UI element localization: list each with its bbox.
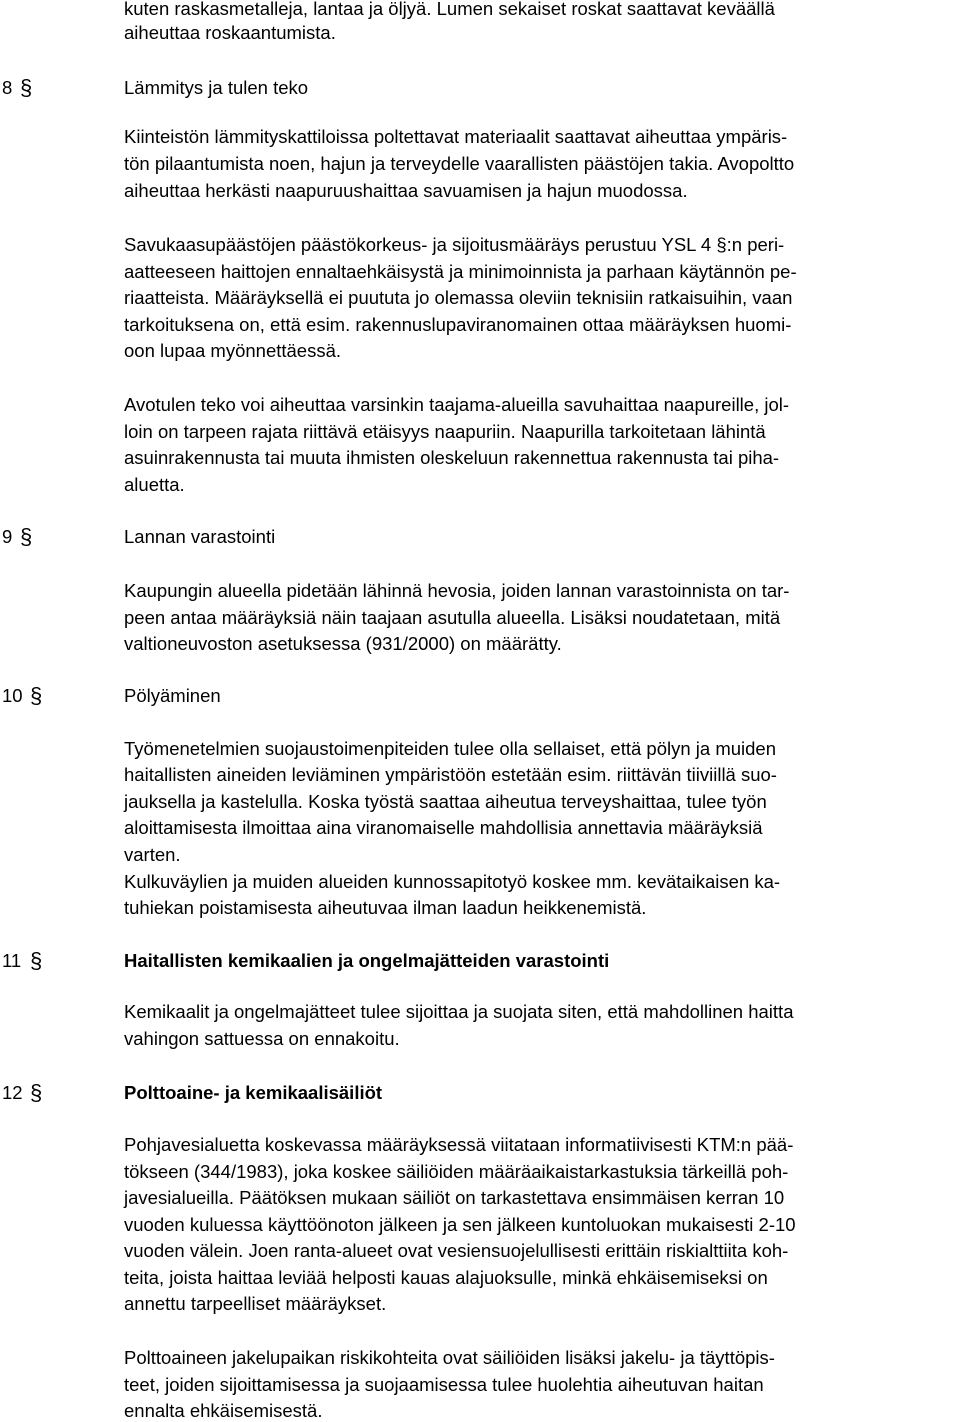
- section-number: 9: [2, 526, 13, 547]
- paragraph-line: haitallisten aineiden leviäminen ympäristöön estetään esim. riittävän tiiviillä suo-: [124, 764, 777, 785]
- paragraph-line: aloittamisesta ilmoittaa aina viranomaiselle mahdollisia annettavia määräyksiä: [124, 817, 763, 838]
- paragraph-line: Savukaasupäästöjen päästökorkeus- ja sijoitusmääräys perustuu YSL 4 §:n peri-: [124, 234, 785, 255]
- paragraph-line: annettu tarpeelliset määräykset.: [124, 1293, 387, 1314]
- section-symbol: §: [20, 75, 33, 100]
- paragraph-line: tön pilaantumista noen, hajun ja terveydelle vaarallisten päästöjen takia. Avopoltto: [124, 153, 795, 174]
- paragraph-line: Kemikaalit ja ongelmajätteet tulee sijoittaa ja suojata siten, että mahdollinen haitta: [124, 1001, 794, 1022]
- paragraph-line: vuoden välein. Joen ranta-alueet ovat vesiensuojelullisesti erittäin riskialttiita koh-: [124, 1240, 789, 1261]
- paragraph-line: tökseen (344/1983), joka koskee säiliöiden määräaikaistarkastuksia tärkeillä poh-: [124, 1161, 789, 1182]
- paragraph-line: aluetta.: [124, 474, 185, 495]
- section-symbol: §: [30, 1080, 43, 1105]
- paragraph-line: Työmenetelmien suojaustoimenpiteiden tulee olla sellaiset, että pölyn ja muiden: [124, 738, 776, 759]
- section-number: 11: [2, 950, 22, 971]
- paragraph-line: aiheuttaa herkästi naapuruushaittaa savuamisen ja hajun muodossa.: [124, 180, 688, 201]
- paragraph-line: riaatteista. Määräyksellä ei puututa jo olemassa oleviin teknisiin ratkaisuihin, vaan: [124, 287, 793, 308]
- paragraph-line: jauksella ja kastelulla. Koska työstä saattaa aiheutua terveyshaittaa, tulee työn: [124, 791, 767, 812]
- paragraph-line: Polttoaineen jakelupaikan riskikohteita ovat säiliöiden lisäksi jakelu- ja täyttöpis-: [124, 1347, 775, 1368]
- paragraph-line: teet, joiden sijoittamisessa ja suojaamisessa tulee huolehtia aiheutuvan haitan: [124, 1374, 764, 1395]
- section-symbol: §: [30, 683, 43, 708]
- section-heading-11: [0, 948, 960, 974]
- section-heading-8: [0, 75, 960, 101]
- section-title: Polttoaine- ja kemikaalisäiliöt: [124, 1082, 383, 1103]
- paragraph-line: Avotulen teko voi aiheuttaa varsinkin taajama-alueilla savuhaittaa naapureille, jol-: [124, 394, 790, 415]
- paragraph-line: asuinrakennusta tai muuta ihmisten oleskeluun rakennettua rakennusta tai piha-: [124, 447, 780, 468]
- section-number: 8: [2, 77, 13, 98]
- paragraph-line: aiheuttaa roskaantumista.: [124, 22, 336, 43]
- paragraph-line: teita, joista haittaa leviää helposti kauas alajuoksulle, minkä ehkäisemiseksi on: [124, 1267, 768, 1288]
- paragraph-line: Kulkuväylien ja muiden alueiden kunnossapitotyö koskee mm. kevätaikaisen ka-: [124, 871, 781, 892]
- paragraph-line: tarkoituksena on, että esim. rakennuslupaviranomainen ottaa määräyksen huomi-: [124, 314, 792, 335]
- paragraph-line: varten.: [124, 844, 181, 865]
- paragraph-line: Kaupungin alueella pidetään lähinnä hevosia, joiden lannan varastoinnista on tar-: [124, 580, 790, 601]
- section-title: Lannan varastointi: [124, 526, 276, 547]
- paragraph-line: vuoden kuluessa käyttöönoton jälkeen ja sen jälkeen kuntoluokan mukaisesti 2-10: [124, 1214, 796, 1235]
- section-heading-10: [0, 683, 960, 709]
- section-title: Pölyäminen: [124, 685, 221, 706]
- paragraph-line: peen antaa määräyksiä näin taajaan asutulla alueella. Lisäksi noudatetaan, mitä: [124, 607, 781, 628]
- section-heading-9: [0, 524, 960, 550]
- paragraph-line: oon lupaa myönnettäessä.: [124, 340, 342, 361]
- paragraph-line: Kiinteistön lämmityskattiloissa poltettavat materiaalit saattavat aiheuttaa ympäris-: [124, 126, 788, 147]
- section-symbol: §: [20, 524, 33, 549]
- section-heading-12: [0, 1080, 960, 1106]
- paragraph-line: Pohjavesialuetta koskevassa määräyksessä viitataan informatiivisesti KTM:n pää-: [124, 1134, 794, 1155]
- paragraph-line: tuhiekan poistamisesta aiheutuvaa ilman laadun heikkenemistä.: [124, 897, 647, 918]
- paragraph-line: aatteeseen haittojen ennaltaehkäisystä ja minimoinnista ja parhaan käytännön pe-: [124, 261, 797, 282]
- section-symbol: §: [30, 948, 43, 973]
- paragraph-line: vahingon sattuessa on ennakoitu.: [124, 1028, 400, 1049]
- section-number: 12: [2, 1082, 23, 1103]
- paragraph-line: javesialueilla. Päätöksen mukaan säiliöt on tarkastettava ensimmäisen kerran 10: [124, 1187, 785, 1208]
- section-title: Lämmitys ja tulen teko: [124, 77, 309, 98]
- paragraph-line: kuten raskasmetalleja, lantaa ja öljyä. Lumen sekaiset roskat saattavat keväällä: [124, 0, 775, 19]
- section-title: Haitallisten kemikaalien ja ongelmajätteiden varastointi: [124, 950, 610, 971]
- paragraph-line: ennalta ehkäisemisestä.: [124, 1400, 323, 1421]
- section-number: 10: [2, 685, 23, 706]
- paragraph-line: valtioneuvoston asetuksessa (931/2000) on määrätty.: [124, 633, 562, 654]
- paragraph-line: loin on tarpeen rajata riittävä etäisyys naapuriin. Naapurilla tarkoitetaan lähintä: [124, 421, 766, 442]
